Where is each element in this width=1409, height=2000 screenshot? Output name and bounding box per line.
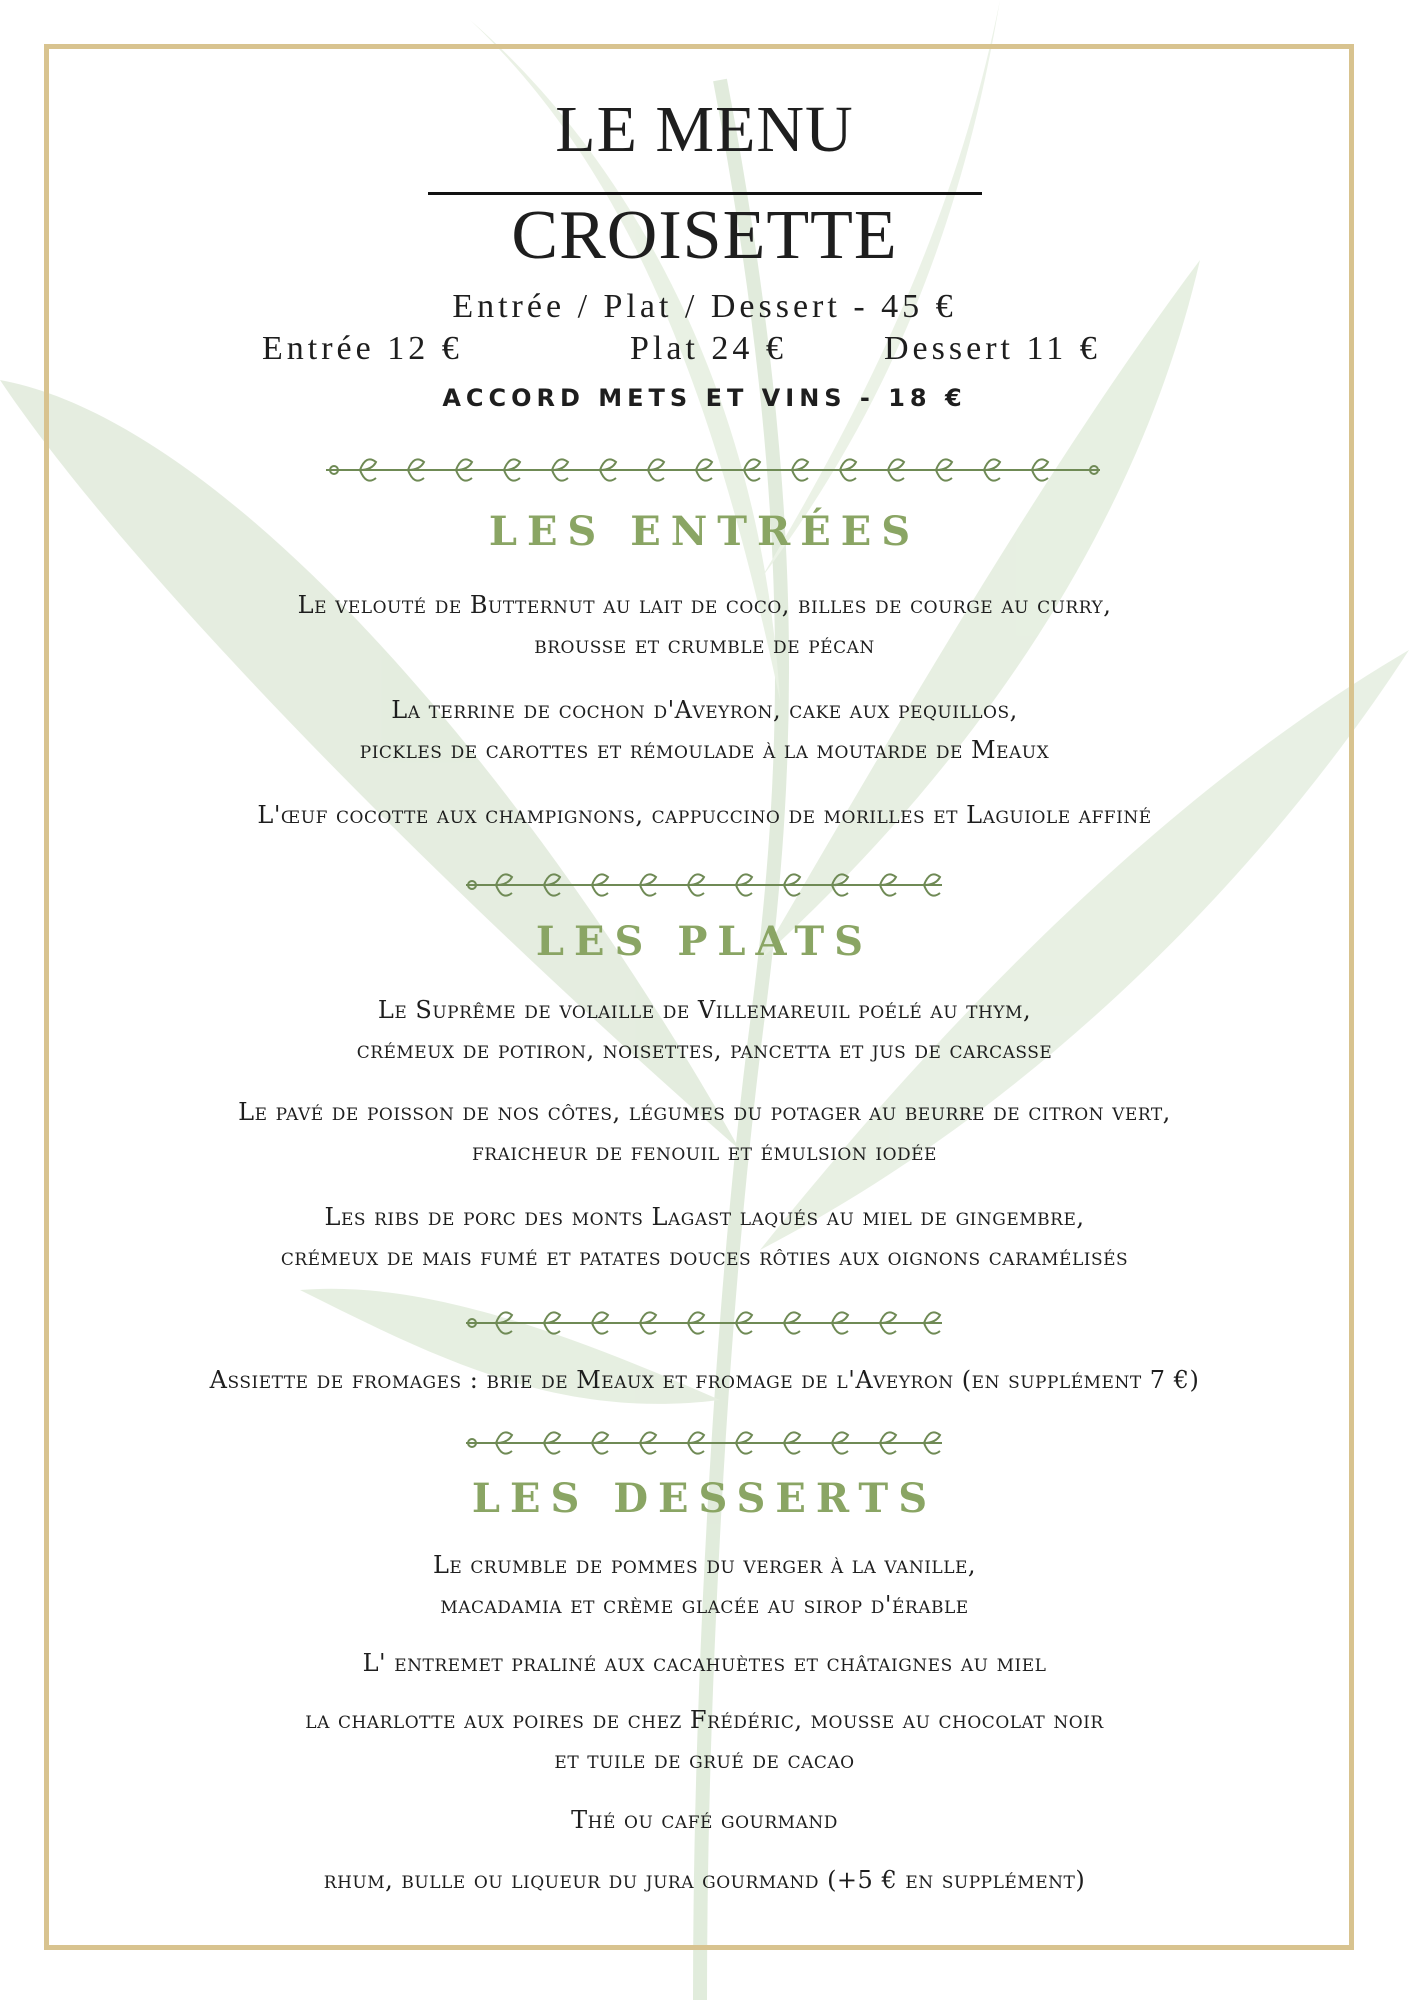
plat-1-line2: crémeux de potiron, noisettes, pancetta et jus de carcasse — [356, 1036, 1053, 1064]
plat-2-line2: fraicheur de fenouil et émulsion iodée — [472, 1138, 937, 1166]
entree-1-line1: Le velouté de Butternut au lait de coco, billes de courge au curry, — [297, 591, 1112, 619]
dessert-3-line1: la charlotte aux poires de chez Frédéric, mousse au chocolat noir — [305, 1706, 1104, 1734]
vine-divider-icon — [0, 1305, 1409, 1341]
entree-2-line2: pickles de carottes et rémoulade à la moutarde de Meaux — [359, 736, 1050, 764]
price-dessert: Dessert 11 € — [884, 330, 1101, 367]
wine-pairing-price: ACCORD METS ET VINS - 18 € — [442, 384, 967, 412]
price-entree: Entrée 12 € — [262, 330, 463, 367]
plat-3-line2: crémeux de mais fumé et patates douces rôties aux oignons caramélisés — [280, 1243, 1129, 1271]
price-plat: Plat 24 € — [630, 330, 787, 367]
plat-2-line1: Le pavé de poisson de nos côtes, légumes du potager au beurre de citron vert, — [238, 1098, 1171, 1126]
section-heading-entrees: LES ENTRÉES — [488, 508, 921, 555]
menu-title-line2: CROISETTE — [511, 197, 898, 274]
dessert-4-line1: Thé ou café gourmand — [571, 1806, 838, 1834]
dessert-1-line2: macadamia et crème glacée au sirop d'érable — [440, 1591, 969, 1619]
menu-title-line1: LE MENU — [555, 93, 854, 166]
vine-divider-icon — [0, 1425, 1409, 1461]
entree-1-line2: brousse et crumble de pécan — [534, 631, 875, 659]
section-heading-plats: LES PLATS — [535, 918, 874, 965]
vine-divider-icon — [0, 452, 1409, 488]
dessert-2-line1: L' entremet praliné aux cacahuètes et châtaignes au miel — [362, 1649, 1047, 1677]
entree-3-line1: L'œuf cocotte aux champignons, cappuccino de morilles et Laguiole affiné — [257, 801, 1152, 829]
dessert-5-line1: rhum, bulle ou liqueur du jura gourmand (+5 € en supplément) — [323, 1866, 1086, 1894]
fromages-line: Assiette de fromages : brie de Meaux et fromage de l'Aveyron (en supplément 7 €) — [209, 1366, 1200, 1394]
title-divider — [428, 192, 982, 195]
formula-price: Entrée / Plat / Dessert - 45 € — [452, 288, 957, 325]
entree-2-line1: La terrine de cochon d'Aveyron, cake aux pequillos, — [391, 696, 1018, 724]
section-heading-desserts: LES DESSERTS — [471, 1475, 938, 1522]
plat-3-line1: Les ribs de porc des monts Lagast laqués au miel de gingembre, — [324, 1203, 1085, 1231]
plat-1-line1: Le Suprême de volaille de Villemareuil poélé au thym, — [377, 996, 1032, 1024]
dessert-3-line2: et tuile de grué de cacao — [554, 1746, 855, 1774]
dessert-1-line1: Le crumble de pommes du verger à la vanille, — [432, 1551, 977, 1579]
vine-divider-icon — [0, 867, 1409, 903]
